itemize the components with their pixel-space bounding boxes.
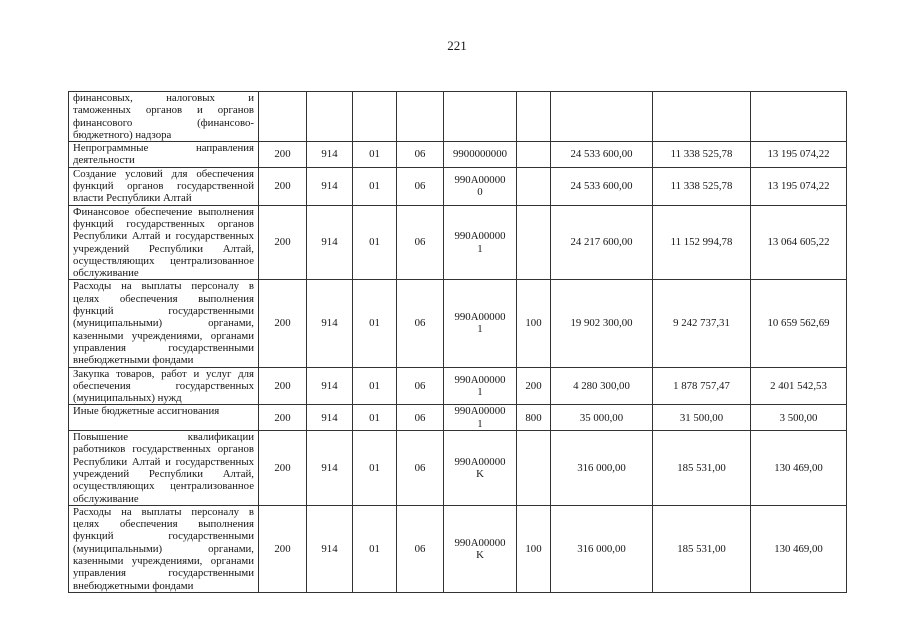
code-cell: 914 [307, 142, 353, 168]
description-line: (муниципальными) органами, [73, 542, 254, 555]
description-line: казенными учреждениями, органами [73, 554, 254, 567]
code-cell [259, 92, 307, 142]
amount-cell: 4 280 300,00 [551, 367, 653, 405]
code-cell: 06 [397, 367, 444, 405]
amount-cell: 3 500,00 [751, 405, 847, 431]
description-line: власти Республики Алтай [73, 192, 192, 205]
type-code-cell [517, 92, 551, 142]
row-description-cell [69, 505, 259, 592]
code-cell: 01 [353, 431, 397, 506]
amount-cell: 11 338 525,78 [653, 142, 751, 168]
amount-cell [653, 92, 751, 142]
description-line: функций органов государственной [73, 180, 254, 193]
target-code-cell [444, 142, 517, 168]
code-cell: 06 [397, 505, 444, 592]
description-line: Повышение квалификации [73, 431, 254, 444]
table-row [69, 142, 847, 168]
amount-cell: 24 217 600,00 [551, 205, 653, 280]
table-row [69, 431, 847, 506]
code-cell: 01 [353, 367, 397, 405]
row-description-cell [69, 405, 259, 431]
row-description-cell [69, 92, 259, 142]
description-line: деятельности [73, 154, 135, 167]
description-line: целях обеспечения выполнения [73, 292, 254, 305]
amount-cell: 185 531,00 [653, 505, 751, 592]
description-line: Республики Алтай и государственных [73, 455, 254, 468]
amount-cell: 24 533 600,00 [551, 167, 653, 205]
table-row [69, 92, 847, 142]
amount-cell: 31 500,00 [653, 405, 751, 431]
amount-cell: 13 195 074,22 [751, 142, 847, 168]
amount-cell: 19 902 300,00 [551, 280, 653, 367]
code-value: 990A00000K [454, 455, 506, 480]
description-line: функций государственными [73, 530, 254, 543]
amount-cell: 2 401 542,53 [751, 367, 847, 405]
row-description-cell [69, 205, 259, 280]
amount-cell: 9 242 737,31 [653, 280, 751, 367]
code-cell [397, 92, 444, 142]
description-line: обслуживание [73, 492, 139, 505]
amount-cell: 24 533 600,00 [551, 142, 653, 168]
code-cell: 200 [259, 505, 307, 592]
amount-cell: 185 531,00 [653, 431, 751, 506]
type-code-cell [517, 431, 551, 506]
description-line: финансовых, налоговых и [73, 92, 254, 104]
code-cell: 01 [353, 142, 397, 168]
code-cell: 01 [353, 405, 397, 431]
description-line: работников государственных органов [73, 443, 254, 456]
code-cell: 200 [259, 405, 307, 431]
description-line: финансового (финансово- [73, 116, 254, 129]
description-line: Закупка товаров, работ и услуг для [73, 367, 254, 380]
description-line: казенными учреждениями, органами [73, 329, 254, 342]
code-cell: 200 [259, 280, 307, 367]
amount-cell: 1 878 757,47 [653, 367, 751, 405]
type-code-cell: 800 [517, 405, 551, 431]
code-cell: 06 [397, 205, 444, 280]
row-description-cell [69, 431, 259, 506]
description-line: Непрограммные направления [73, 142, 254, 155]
code-cell: 200 [259, 167, 307, 205]
type-code-cell: 200 [517, 367, 551, 405]
amount-cell: 11 152 994,78 [653, 205, 751, 280]
table-row [69, 205, 847, 280]
amount-cell: 316 000,00 [551, 505, 653, 592]
amount-cell: 11 338 525,78 [653, 167, 751, 205]
code-cell: 06 [397, 405, 444, 431]
table-row [69, 367, 847, 405]
code-cell: 914 [307, 167, 353, 205]
code-value: 990A000001 [454, 230, 506, 255]
code-value: 990A000001 [454, 405, 506, 430]
amount-cell [751, 92, 847, 142]
row-description-cell [69, 142, 259, 168]
type-code-cell: 100 [517, 505, 551, 592]
description-line: Расходы на выплаты персоналу в [73, 280, 254, 293]
amount-cell [551, 92, 653, 142]
code-cell: 914 [307, 405, 353, 431]
target-code-cell [444, 280, 517, 367]
amount-cell: 13 195 074,22 [751, 167, 847, 205]
table-row [69, 280, 847, 367]
table-body [69, 92, 847, 593]
description-line: функций государственных органов [73, 217, 254, 230]
code-cell: 200 [259, 367, 307, 405]
description-line: обеспечения государственных [73, 379, 254, 392]
description-line: целях обеспечения выполнения [73, 518, 254, 531]
page-number: 221 [447, 38, 467, 53]
description-line: Создание условий для обеспечения [73, 167, 254, 180]
description-line: учреждений Республики Алтай, [73, 467, 254, 480]
description-line: внебюджетными фондами [73, 579, 194, 592]
description-line: Иные бюджетные ассигнования [73, 405, 220, 418]
code-value: 990A000000 [454, 173, 506, 199]
code-cell: 200 [259, 205, 307, 280]
code-value: 990A00000K [454, 536, 506, 561]
description-line: управления государственными [73, 567, 254, 580]
row-description-cell [69, 167, 259, 205]
code-cell: 200 [259, 431, 307, 506]
description-line: учреждений Республики Алтай, [73, 242, 254, 255]
amount-cell: 10 659 562,69 [751, 280, 847, 367]
description-line: Республики Алтай и государственных [73, 230, 254, 243]
row-description-cell [69, 280, 259, 367]
target-code-cell [444, 431, 517, 506]
description-line: таможенных органов и органов [73, 104, 254, 117]
code-value: 990A000001 [454, 311, 506, 336]
description-line: бюджетного) надзора [73, 128, 172, 141]
code-cell: 914 [307, 280, 353, 367]
target-code-cell [444, 205, 517, 280]
amount-cell: 316 000,00 [551, 431, 653, 506]
description-line: управления государственными [73, 341, 254, 354]
description-line: осуществляющих централизованное [73, 480, 254, 493]
code-cell: 914 [307, 505, 353, 592]
description-line: Финансовое обеспечение выполнения [73, 205, 254, 218]
code-cell: 01 [353, 167, 397, 205]
code-cell: 06 [397, 280, 444, 367]
type-code-cell [517, 167, 551, 205]
code-cell: 914 [307, 431, 353, 506]
description-line: обслуживание [73, 267, 139, 280]
code-cell: 01 [353, 205, 397, 280]
target-code-cell [444, 367, 517, 405]
description-line: Расходы на выплаты персоналу в [73, 505, 254, 518]
target-code-cell [444, 92, 517, 142]
code-cell [353, 92, 397, 142]
description-line: функций государственными [73, 305, 254, 318]
description-line: (муниципальных) нужд [73, 392, 182, 405]
code-cell: 914 [307, 205, 353, 280]
amount-cell: 35 000,00 [551, 405, 653, 431]
table-row [69, 505, 847, 592]
target-code-cell [444, 405, 517, 431]
type-code-cell [517, 142, 551, 168]
target-code-cell [444, 505, 517, 592]
code-value: 990A000001 [454, 373, 506, 398]
amount-cell: 130 469,00 [751, 431, 847, 506]
code-value: 9900000000 [453, 148, 507, 161]
row-description-cell [69, 367, 259, 405]
table-row [69, 167, 847, 205]
code-cell: 914 [307, 367, 353, 405]
code-cell: 01 [353, 505, 397, 592]
type-code-cell: 100 [517, 280, 551, 367]
code-cell: 06 [397, 431, 444, 506]
code-cell: 06 [397, 142, 444, 168]
amount-cell: 13 064 605,22 [751, 205, 847, 280]
type-code-cell [517, 205, 551, 280]
code-cell: 01 [353, 280, 397, 367]
description-line: осуществляющих централизованное [73, 254, 254, 267]
amount-cell: 130 469,00 [751, 505, 847, 592]
code-cell: 200 [259, 142, 307, 168]
target-code-cell [444, 167, 517, 205]
description-line: внебюджетными фондами [73, 354, 194, 367]
code-cell [307, 92, 353, 142]
description-line: (муниципальными) органами, [73, 317, 254, 330]
code-cell: 06 [397, 167, 444, 205]
budget-table [68, 91, 847, 593]
table-row [69, 405, 847, 431]
